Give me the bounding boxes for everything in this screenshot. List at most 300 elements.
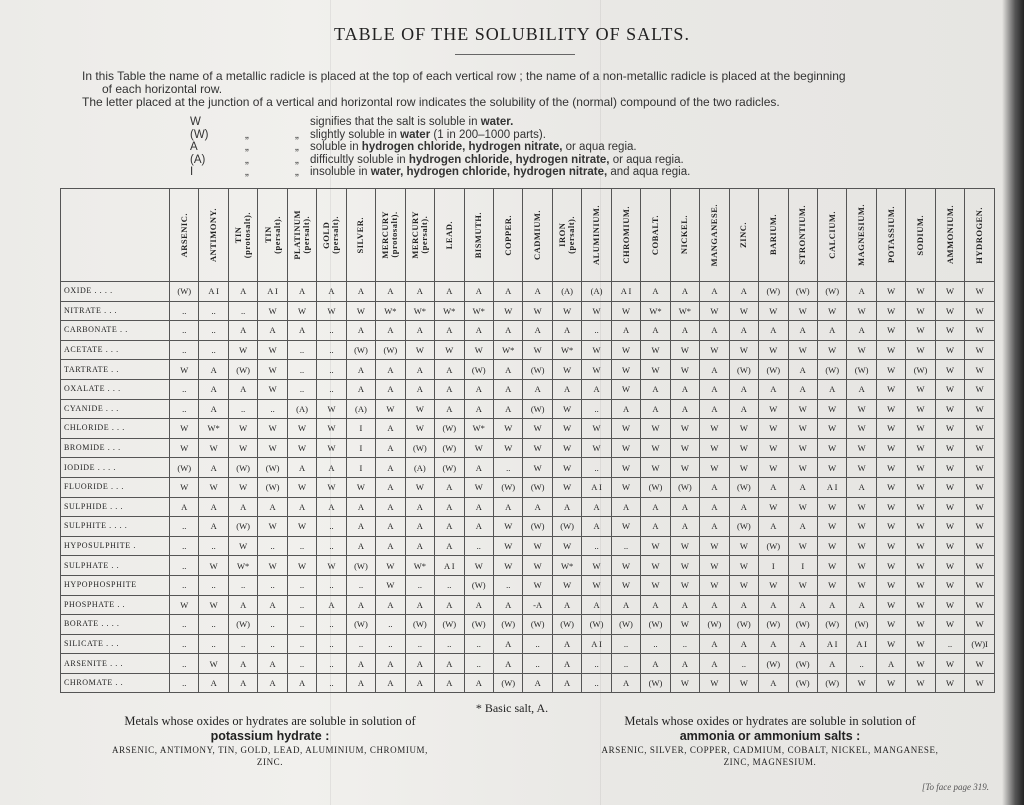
table-cell: .. [317, 615, 346, 635]
table-row [61, 438, 995, 458]
table-cell: W [287, 517, 316, 537]
table-cell: W [523, 301, 552, 321]
table-cell: A [759, 595, 788, 615]
table-cell: W [552, 419, 581, 439]
row-label: IODIDE . . . . [61, 458, 170, 478]
table-cell: A [700, 379, 729, 399]
table-cell: A [376, 282, 405, 302]
legend-ditto [245, 141, 310, 154]
legend-row [190, 129, 690, 142]
table-cell: W [906, 438, 935, 458]
table-row [61, 497, 995, 517]
legend-text-part: soluble in [310, 141, 362, 153]
table-cell: A [376, 477, 405, 497]
table-cell: A [582, 517, 611, 537]
table-cell: W [582, 575, 611, 595]
table-cell: .. [258, 399, 287, 419]
table-cell: W [464, 340, 493, 360]
table-cell: A [170, 497, 199, 517]
table-cell: (W) [228, 615, 257, 635]
column-header-label: CADMIUM. [532, 209, 543, 261]
table-cell: W [965, 282, 995, 302]
table-cell: W [965, 536, 995, 556]
table-cell: A [611, 497, 640, 517]
table-row [61, 419, 995, 439]
table-cell: (W) [523, 615, 552, 635]
row-label: HYPOPHOSPHITE [61, 575, 170, 595]
table-cell: W [788, 536, 817, 556]
table-cell: W [258, 340, 287, 360]
table-cell: W [935, 615, 964, 635]
table-cell: W [965, 321, 995, 341]
table-cell: W [817, 399, 846, 419]
table-cell: A [199, 399, 228, 419]
column-header [228, 189, 257, 282]
legend-text-part: or aqua regia. [609, 153, 684, 166]
table-cell: W [317, 477, 346, 497]
table-cell: (W) [376, 340, 405, 360]
table-cell: A [435, 595, 464, 615]
table-cell: I [788, 556, 817, 576]
table-row [61, 458, 995, 478]
table-cell: A [493, 399, 522, 419]
table-cell: A I [199, 282, 228, 302]
table-cell: A [199, 517, 228, 537]
table-row [61, 321, 995, 341]
table-cell: W [670, 536, 699, 556]
table-cell: (W) [582, 615, 611, 635]
table-cell: W [228, 438, 257, 458]
table-cell: .. [199, 340, 228, 360]
table-cell: A [228, 654, 257, 674]
row-label: CHROMATE . . [61, 673, 170, 693]
table-cell: A [817, 595, 846, 615]
table-cell: A [346, 536, 375, 556]
table-cell: A [317, 497, 346, 517]
page-title: TABLE OF THE SOLUBILITY OF SALTS. [334, 24, 690, 44]
table-cell: (A) [405, 458, 434, 478]
table-cell: (A) [582, 282, 611, 302]
column-header [788, 189, 817, 282]
note-heading: potassium hydrate : [210, 729, 330, 743]
table-cell: .. [287, 575, 316, 595]
column-header [582, 189, 611, 282]
table-cell: A [464, 458, 493, 478]
column-header [641, 189, 670, 282]
row-label: ARSENITE . . . [61, 654, 170, 674]
table-cell: W [228, 536, 257, 556]
table-cell: .. [199, 575, 228, 595]
table-cell: W [788, 497, 817, 517]
table-cell: W [435, 340, 464, 360]
table-cell: A [641, 595, 670, 615]
table-cell: W [935, 458, 964, 478]
page-edge-shadow [1002, 0, 1024, 805]
table-cell: (W) [817, 360, 846, 380]
table-cell: W [906, 321, 935, 341]
table-cell: A [287, 497, 316, 517]
column-header-label: LEAD. [443, 220, 454, 250]
table-cell: .. [611, 536, 640, 556]
column-header [729, 189, 758, 282]
table-cell: A [788, 595, 817, 615]
table-cell: A [788, 477, 817, 497]
table-cell: W [876, 301, 905, 321]
row-label: BORATE . . . . [61, 615, 170, 635]
table-cell: .. [287, 379, 316, 399]
row-label: SULPHITE . . . . [61, 517, 170, 537]
table-cell: W [876, 595, 905, 615]
table-cell: .. [258, 634, 287, 654]
table-cell: A [435, 477, 464, 497]
table-cell: W [876, 399, 905, 419]
table-cell: A [287, 673, 316, 693]
table-cell: W [670, 458, 699, 478]
table-cell: I [346, 419, 375, 439]
table-cell: .. [582, 536, 611, 556]
table-cell: W [493, 438, 522, 458]
table-cell: W [847, 340, 876, 360]
table-cell: W* [493, 340, 522, 360]
column-header-label: ARSENIC. [178, 212, 189, 258]
table-cell: W [965, 399, 995, 419]
table-cell: W [876, 379, 905, 399]
table-cell: W [582, 556, 611, 576]
table-cell: A [670, 654, 699, 674]
intro-line: In this Table the name of a metallic radicle is placed at the top of each vertical row ; the name of a non-metallic radicle is placed at the beginning [82, 69, 846, 83]
table-cell: W [876, 673, 905, 693]
table-row [61, 477, 995, 497]
table-cell: A [435, 321, 464, 341]
table-cell: A [405, 360, 434, 380]
table-cell: W [729, 458, 758, 478]
ditto-mark: „ [245, 153, 249, 166]
table-cell: W [258, 556, 287, 576]
table-cell: W [523, 556, 552, 576]
table-cell: (W) [523, 360, 552, 380]
table-cell: A [847, 595, 876, 615]
table-cell: W [788, 340, 817, 360]
table-cell: W [523, 575, 552, 595]
table-cell: A [788, 360, 817, 380]
table-cell: A [670, 399, 699, 419]
table-cell: W [788, 399, 817, 419]
table-cell: A [552, 673, 581, 693]
table-cell: (W) [847, 615, 876, 635]
table-cell: .. [670, 634, 699, 654]
legend-text [310, 129, 546, 142]
table-row [61, 301, 995, 321]
column-header-label: HYDROGEN. [974, 206, 985, 264]
table-cell: (W) [611, 615, 640, 635]
table-cell: (W) [435, 615, 464, 635]
table-cell: A [405, 282, 434, 302]
table-cell: A [376, 654, 405, 674]
table-cell: A [435, 497, 464, 517]
table-cell: .. [170, 634, 199, 654]
table-cell: A [611, 673, 640, 693]
row-label: OXALATE . . . [61, 379, 170, 399]
table-cell: .. [523, 654, 552, 674]
table-cell: A [464, 399, 493, 419]
table-cell: A [493, 595, 522, 615]
table-cell: W [346, 477, 375, 497]
table-cell: A [258, 321, 287, 341]
legend-text-part: insoluble in [310, 166, 371, 178]
table-cell: A [376, 497, 405, 517]
note-ammonia [555, 714, 985, 768]
table-cell: A [552, 379, 581, 399]
legend-symbol: A [190, 141, 198, 153]
column-header-label: GOLD (persalt). [321, 216, 341, 254]
table-cell: .. [405, 575, 434, 595]
table-cell: .. [376, 615, 405, 635]
table-cell: W [611, 477, 640, 497]
legend-text [310, 141, 637, 154]
table-cell: A I [582, 634, 611, 654]
table-cell: W [847, 399, 876, 419]
table-cell: A [611, 399, 640, 419]
row-label: BROMIDE . . . [61, 438, 170, 458]
table-cell: W [641, 536, 670, 556]
ditto-mark: „ [245, 128, 249, 141]
table-cell: A [317, 458, 346, 478]
table-cell: W [199, 595, 228, 615]
table-cell: A [641, 379, 670, 399]
table-cell: W [935, 556, 964, 576]
table-cell: .. [935, 634, 964, 654]
table-cell: .. [582, 321, 611, 341]
column-header [346, 189, 375, 282]
table-cell: W [906, 654, 935, 674]
table-cell: A [435, 536, 464, 556]
table-cell: A [199, 379, 228, 399]
table-cell: A [346, 282, 375, 302]
table-cell: .. [170, 379, 199, 399]
table-cell: A [700, 595, 729, 615]
table-row [61, 282, 995, 302]
table-cell: W [788, 301, 817, 321]
table-cell: A [729, 399, 758, 419]
table-cell: W [405, 477, 434, 497]
table-cell: .. [258, 575, 287, 595]
column-header [199, 189, 228, 282]
table-cell: A [317, 282, 346, 302]
table-cell: W [493, 419, 522, 439]
table-cell: W [788, 419, 817, 439]
table-cell: .. [464, 536, 493, 556]
table-cell: .. [317, 379, 346, 399]
table-cell: W [493, 301, 522, 321]
table-cell: A [552, 321, 581, 341]
row-label: SULPHATE . . [61, 556, 170, 576]
legend-text-part: (1 in 200–1000 parts). [430, 128, 546, 141]
table-cell: W [258, 419, 287, 439]
table-cell: W [670, 419, 699, 439]
table-cell: A [435, 360, 464, 380]
table-cell: W [228, 419, 257, 439]
table-cell: W [611, 379, 640, 399]
table-cell: A [788, 379, 817, 399]
table-cell: .. [729, 654, 758, 674]
ditto-mark: „ [245, 141, 249, 153]
table-cell: .. [170, 575, 199, 595]
table-cell: (W) [759, 615, 788, 635]
table-cell: .. [170, 673, 199, 693]
table-cell: A [788, 634, 817, 654]
table-cell: W [876, 477, 905, 497]
table-cell: W [405, 340, 434, 360]
table-cell: A [729, 379, 758, 399]
table-cell: W [170, 360, 199, 380]
table-cell: W [906, 419, 935, 439]
table-cell: A I [582, 477, 611, 497]
table-cell: A [405, 497, 434, 517]
table-cell: (W) [493, 477, 522, 497]
table-cell: A [641, 497, 670, 517]
table-cell: A [228, 673, 257, 693]
table-cell: W [670, 438, 699, 458]
table-cell: W [876, 340, 905, 360]
table-cell: W [906, 556, 935, 576]
table-cell: W [906, 536, 935, 556]
column-header [906, 189, 935, 282]
table-cell: W [493, 517, 522, 537]
table-cell: A [700, 654, 729, 674]
table-cell: (W) [641, 615, 670, 635]
ditto-mark: „ [295, 141, 299, 153]
table-cell: W [817, 419, 846, 439]
table-cell: I [346, 458, 375, 478]
column-header-label: CALCIUM. [826, 211, 837, 259]
table-cell: A [346, 379, 375, 399]
column-header-label: SODIUM. [915, 214, 926, 256]
legend-symbol: (A) [190, 153, 206, 166]
legend-text [310, 116, 513, 129]
table-cell: W [670, 615, 699, 635]
table-cell: W [641, 556, 670, 576]
table-cell: W* [405, 301, 434, 321]
table-cell: A [435, 673, 464, 693]
table-cell: (W) [228, 458, 257, 478]
table-cell: W [906, 379, 935, 399]
table-cell: A [641, 654, 670, 674]
row-label: PHOSPHATE . . [61, 595, 170, 615]
table-cell: W [729, 340, 758, 360]
table-cell: .. [287, 595, 316, 615]
table-cell: A [346, 654, 375, 674]
legend-text-part: and aqua regia. [607, 166, 691, 178]
table-cell: W [287, 438, 316, 458]
row-label: SULPHIDE . . . [61, 497, 170, 517]
legend-ditto [245, 116, 310, 129]
note-metals: ZINC. [256, 757, 284, 767]
table-cell: W [611, 517, 640, 537]
table-cell: .. [199, 634, 228, 654]
table-cell: W [906, 399, 935, 419]
table-cell: W [935, 419, 964, 439]
table-cell: A [228, 321, 257, 341]
table-cell: W [641, 438, 670, 458]
table-cell: A [464, 673, 493, 693]
table-cell: A I [817, 477, 846, 497]
legend-symbol: I [190, 166, 194, 178]
table-cell: A [729, 321, 758, 341]
table-cell: W [965, 438, 995, 458]
note-metals: ARSENIC, SILVER, COPPER, CADMIUM, COBALT, NICKEL, MANGANESE, [601, 745, 939, 755]
table-cell: W* [552, 340, 581, 360]
table-cell: W [552, 360, 581, 380]
table-cell: W [170, 595, 199, 615]
table-cell: .. [317, 360, 346, 380]
table-cell: A [788, 517, 817, 537]
table-cell: (W) [906, 360, 935, 380]
table-cell: .. [435, 575, 464, 595]
table-cell: A [817, 379, 846, 399]
table-cell: W [788, 438, 817, 458]
table-cell: A [759, 673, 788, 693]
table-cell: W [965, 497, 995, 517]
table-cell: W [965, 340, 995, 360]
table-cell: (W) [170, 282, 199, 302]
table-cell: .. [199, 321, 228, 341]
table-cell: W [935, 595, 964, 615]
table-cell: A [641, 399, 670, 419]
table-cell: W [906, 673, 935, 693]
column-header [523, 189, 552, 282]
table-cell: W [906, 477, 935, 497]
table-cell: W [670, 360, 699, 380]
table-cell: A [729, 595, 758, 615]
table-cell: (W) [729, 615, 758, 635]
table-cell: (W) [258, 458, 287, 478]
table-corner [61, 189, 170, 282]
legend-text-bold: water, hydrogen chloride, hydrogen nitrate, [370, 166, 608, 178]
table-cell: W [817, 458, 846, 478]
column-header [700, 189, 729, 282]
table-cell: A [582, 595, 611, 615]
table-cell: .. [287, 654, 316, 674]
note-heading: ammonia or ammonium salts : [679, 729, 861, 743]
table-cell: .. [228, 301, 257, 321]
table-cell: W [582, 419, 611, 439]
table-cell: W [876, 615, 905, 635]
table-cell: W [759, 399, 788, 419]
legend-text-bold: hydrogen chloride, hydrogen nitrate, [408, 153, 610, 166]
table-cell: A [228, 497, 257, 517]
table-cell: W [287, 301, 316, 321]
table-cell: A [700, 321, 729, 341]
table-cell: .. [523, 634, 552, 654]
table-cell: W [258, 517, 287, 537]
table-cell: W [170, 419, 199, 439]
table-cell: A [700, 282, 729, 302]
table-cell: W [611, 438, 640, 458]
legend-row [190, 166, 690, 179]
table-cell: A [641, 517, 670, 537]
table-cell: A [464, 282, 493, 302]
table-row [61, 517, 995, 537]
table-cell: W [376, 556, 405, 576]
table-cell: .. [199, 615, 228, 635]
table-cell: W [817, 340, 846, 360]
table-cell: .. [317, 673, 346, 693]
table-cell: W [729, 419, 758, 439]
table-cell: A [376, 419, 405, 439]
table-cell: A [670, 517, 699, 537]
table-cell: (A) [287, 399, 316, 419]
table-cell: A [700, 517, 729, 537]
